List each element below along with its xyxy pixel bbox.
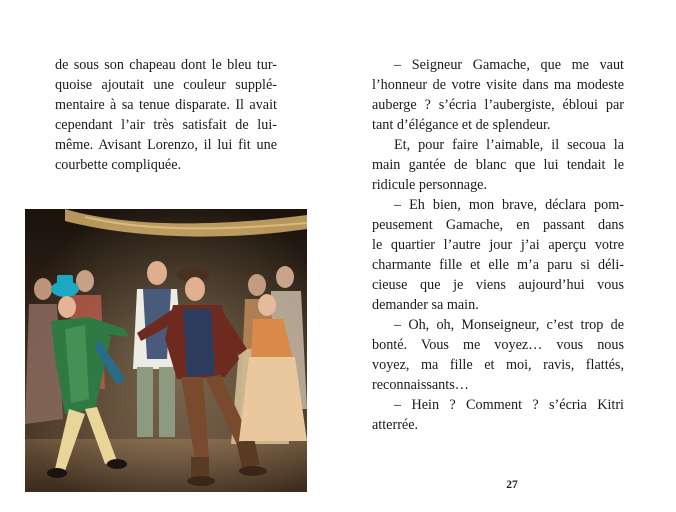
text-line: mentaire à sa tenue disparate. Il avait bbox=[55, 97, 277, 113]
text-line: le quartier l’autre jour j’ai aperçu votre bbox=[372, 237, 624, 253]
text-line: l’honneur de votre visite dans ma modeste bbox=[372, 77, 624, 93]
text-line: – Seigneur Gamache, que me vaut bbox=[394, 57, 624, 73]
text-line: courbette compliquée. bbox=[55, 157, 182, 173]
text-line: peusement Gamache, en passant dans bbox=[372, 217, 624, 233]
text-line: tant d’élégance et de splendeur. bbox=[372, 117, 551, 133]
text-line: cependant l’air très satisfait de lui- bbox=[55, 117, 277, 133]
text-line: Et, pour faire l’aimable, il secoua la bbox=[394, 137, 624, 153]
text-line: auberge ? s’écria l’aubergiste, ébloui par bbox=[372, 97, 624, 113]
text-line: bonté. Vous me voyez… vous nous bbox=[372, 337, 624, 353]
text-line: de sous son chapeau dont le bleu tur- bbox=[55, 57, 277, 73]
text-line: – Eh bien, mon brave, déclara pom- bbox=[394, 197, 624, 213]
text-line: – Hein ? Comment ? s’écria Kitri bbox=[394, 397, 624, 413]
left-text-column bbox=[55, 55, 277, 175]
text-line: charmante fille et elle m’a paru si déli- bbox=[372, 257, 624, 273]
text-line: main gantée de blanc que lui tendait le bbox=[372, 157, 624, 173]
text-line: demander sa main. bbox=[372, 297, 479, 313]
right-text-column bbox=[372, 55, 624, 435]
ballet-photo bbox=[25, 209, 307, 492]
page-number: 27 bbox=[506, 479, 518, 491]
text-line: quoise ajoutait une couleur supplé- bbox=[55, 77, 277, 93]
text-line: reconnaissants… bbox=[372, 377, 469, 393]
ballet-scene-illustration bbox=[25, 209, 307, 492]
text-line: voyez, ma fille et moi, ravis, flattés, bbox=[372, 357, 624, 373]
text-line: ridicule personnage. bbox=[372, 177, 488, 193]
text-line: même. Avisant Lorenzo, il lui fit une bbox=[55, 137, 277, 153]
text-line: cieuse que je viens aujourd’hui vous bbox=[372, 277, 624, 293]
text-line: – Oh, oh, Monseigneur, c’est trop de bbox=[394, 317, 624, 333]
text-line: atterrée. bbox=[372, 417, 419, 433]
